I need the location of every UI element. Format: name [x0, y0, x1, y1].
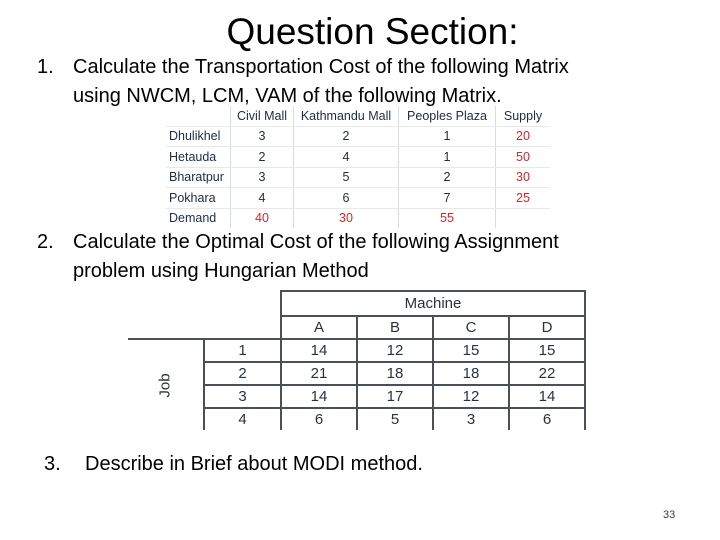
demand-cell: 40 — [231, 208, 294, 228]
header-peoples-plaza: Peoples Plaza — [399, 106, 496, 126]
header-corner — [128, 291, 281, 339]
cost-cell: 6 — [281, 408, 357, 430]
cost-cell: 4 — [294, 147, 399, 168]
table-row — [166, 167, 550, 188]
question-3-number: 3. — [44, 453, 61, 475]
job-id: 4 — [204, 408, 281, 430]
cost-cell: 7 — [399, 188, 496, 209]
transportation-table — [166, 106, 550, 228]
page-number: 33 — [663, 509, 676, 521]
cost-cell: 5 — [357, 408, 433, 430]
row-label: Dhulikhel — [166, 126, 231, 147]
question-2-line-2: problem using Hungarian Method — [73, 260, 369, 282]
question-2-line-1: Calculate the Optimal Cost of the following Assignment — [73, 231, 559, 253]
transportation-header-row — [166, 106, 550, 126]
cost-cell: 1 — [399, 126, 496, 147]
cost-cell: 18 — [357, 362, 433, 385]
header-corner — [166, 106, 231, 126]
table-row — [166, 147, 550, 168]
cost-cell: 3 — [231, 167, 294, 188]
machine-col-c: C — [433, 316, 509, 339]
job-id: 1 — [204, 339, 281, 362]
cost-cell: 6 — [294, 188, 399, 209]
question-1 — [37, 53, 677, 113]
supply-cell: 25 — [496, 188, 551, 209]
question-1-line-1: Calculate the Transportation Cost of the following Matrix — [73, 56, 569, 78]
supply-cell: 30 — [496, 167, 551, 188]
cost-cell: 14 — [509, 385, 585, 408]
cost-cell: 15 — [433, 339, 509, 362]
machine-label: Machine — [281, 291, 585, 316]
page-title: Question Section: — [226, 11, 519, 52]
machine-header-row — [128, 291, 585, 316]
table-row — [166, 188, 550, 209]
cost-cell: 1 — [399, 147, 496, 168]
question-1-number: 1. — [37, 56, 54, 78]
job-label: Job — [156, 372, 174, 398]
cost-cell: 22 — [509, 362, 585, 385]
machine-col-d: D — [509, 316, 585, 339]
cost-cell: 17 — [357, 385, 433, 408]
cost-cell: 12 — [357, 339, 433, 362]
row-label: Hetauda — [166, 147, 231, 168]
header-civil-mall: Civil Mall — [231, 106, 294, 126]
job-label-cell — [128, 339, 204, 430]
cost-cell: 15 — [509, 339, 585, 362]
question-1-line-2: using NWCM, LCM, VAM of the following Matrix. — [73, 85, 502, 107]
question-3-line-1: Describe in Brief about MODI method. — [85, 453, 423, 475]
cost-cell: 12 — [433, 385, 509, 408]
cost-cell: 14 — [281, 385, 357, 408]
supply-cell: 50 — [496, 147, 551, 168]
question-2 — [37, 228, 677, 288]
cost-cell: 6 — [509, 408, 585, 430]
job-id: 2 — [204, 362, 281, 385]
row-label: Bharatpur — [166, 167, 231, 188]
cost-cell: 18 — [433, 362, 509, 385]
cost-cell: 5 — [294, 167, 399, 188]
demand-row — [166, 208, 550, 228]
assignment-table — [128, 290, 586, 430]
cost-cell: 14 — [281, 339, 357, 362]
table-row — [128, 339, 585, 362]
cost-cell: 3 — [433, 408, 509, 430]
table-row — [166, 126, 550, 147]
cost-cell: 2 — [231, 147, 294, 168]
cost-cell: 2 — [399, 167, 496, 188]
demand-cell: 30 — [294, 208, 399, 228]
supply-cell: 20 — [496, 126, 551, 147]
job-id: 3 — [204, 385, 281, 408]
demand-empty-cell — [496, 208, 551, 228]
cost-cell: 21 — [281, 362, 357, 385]
header-kathmandu-mall: Kathmandu Mall — [294, 106, 399, 126]
demand-cell: 55 — [399, 208, 496, 228]
question-2-number: 2. — [37, 231, 54, 253]
machine-col-b: B — [357, 316, 433, 339]
header-supply: Supply — [496, 106, 551, 126]
cost-cell: 2 — [294, 126, 399, 147]
cost-cell: 4 — [231, 188, 294, 209]
machine-col-a: A — [281, 316, 357, 339]
demand-label: Demand — [166, 208, 231, 228]
cost-cell: 3 — [231, 126, 294, 147]
row-label: Pokhara — [166, 188, 231, 209]
question-3 — [44, 450, 684, 480]
